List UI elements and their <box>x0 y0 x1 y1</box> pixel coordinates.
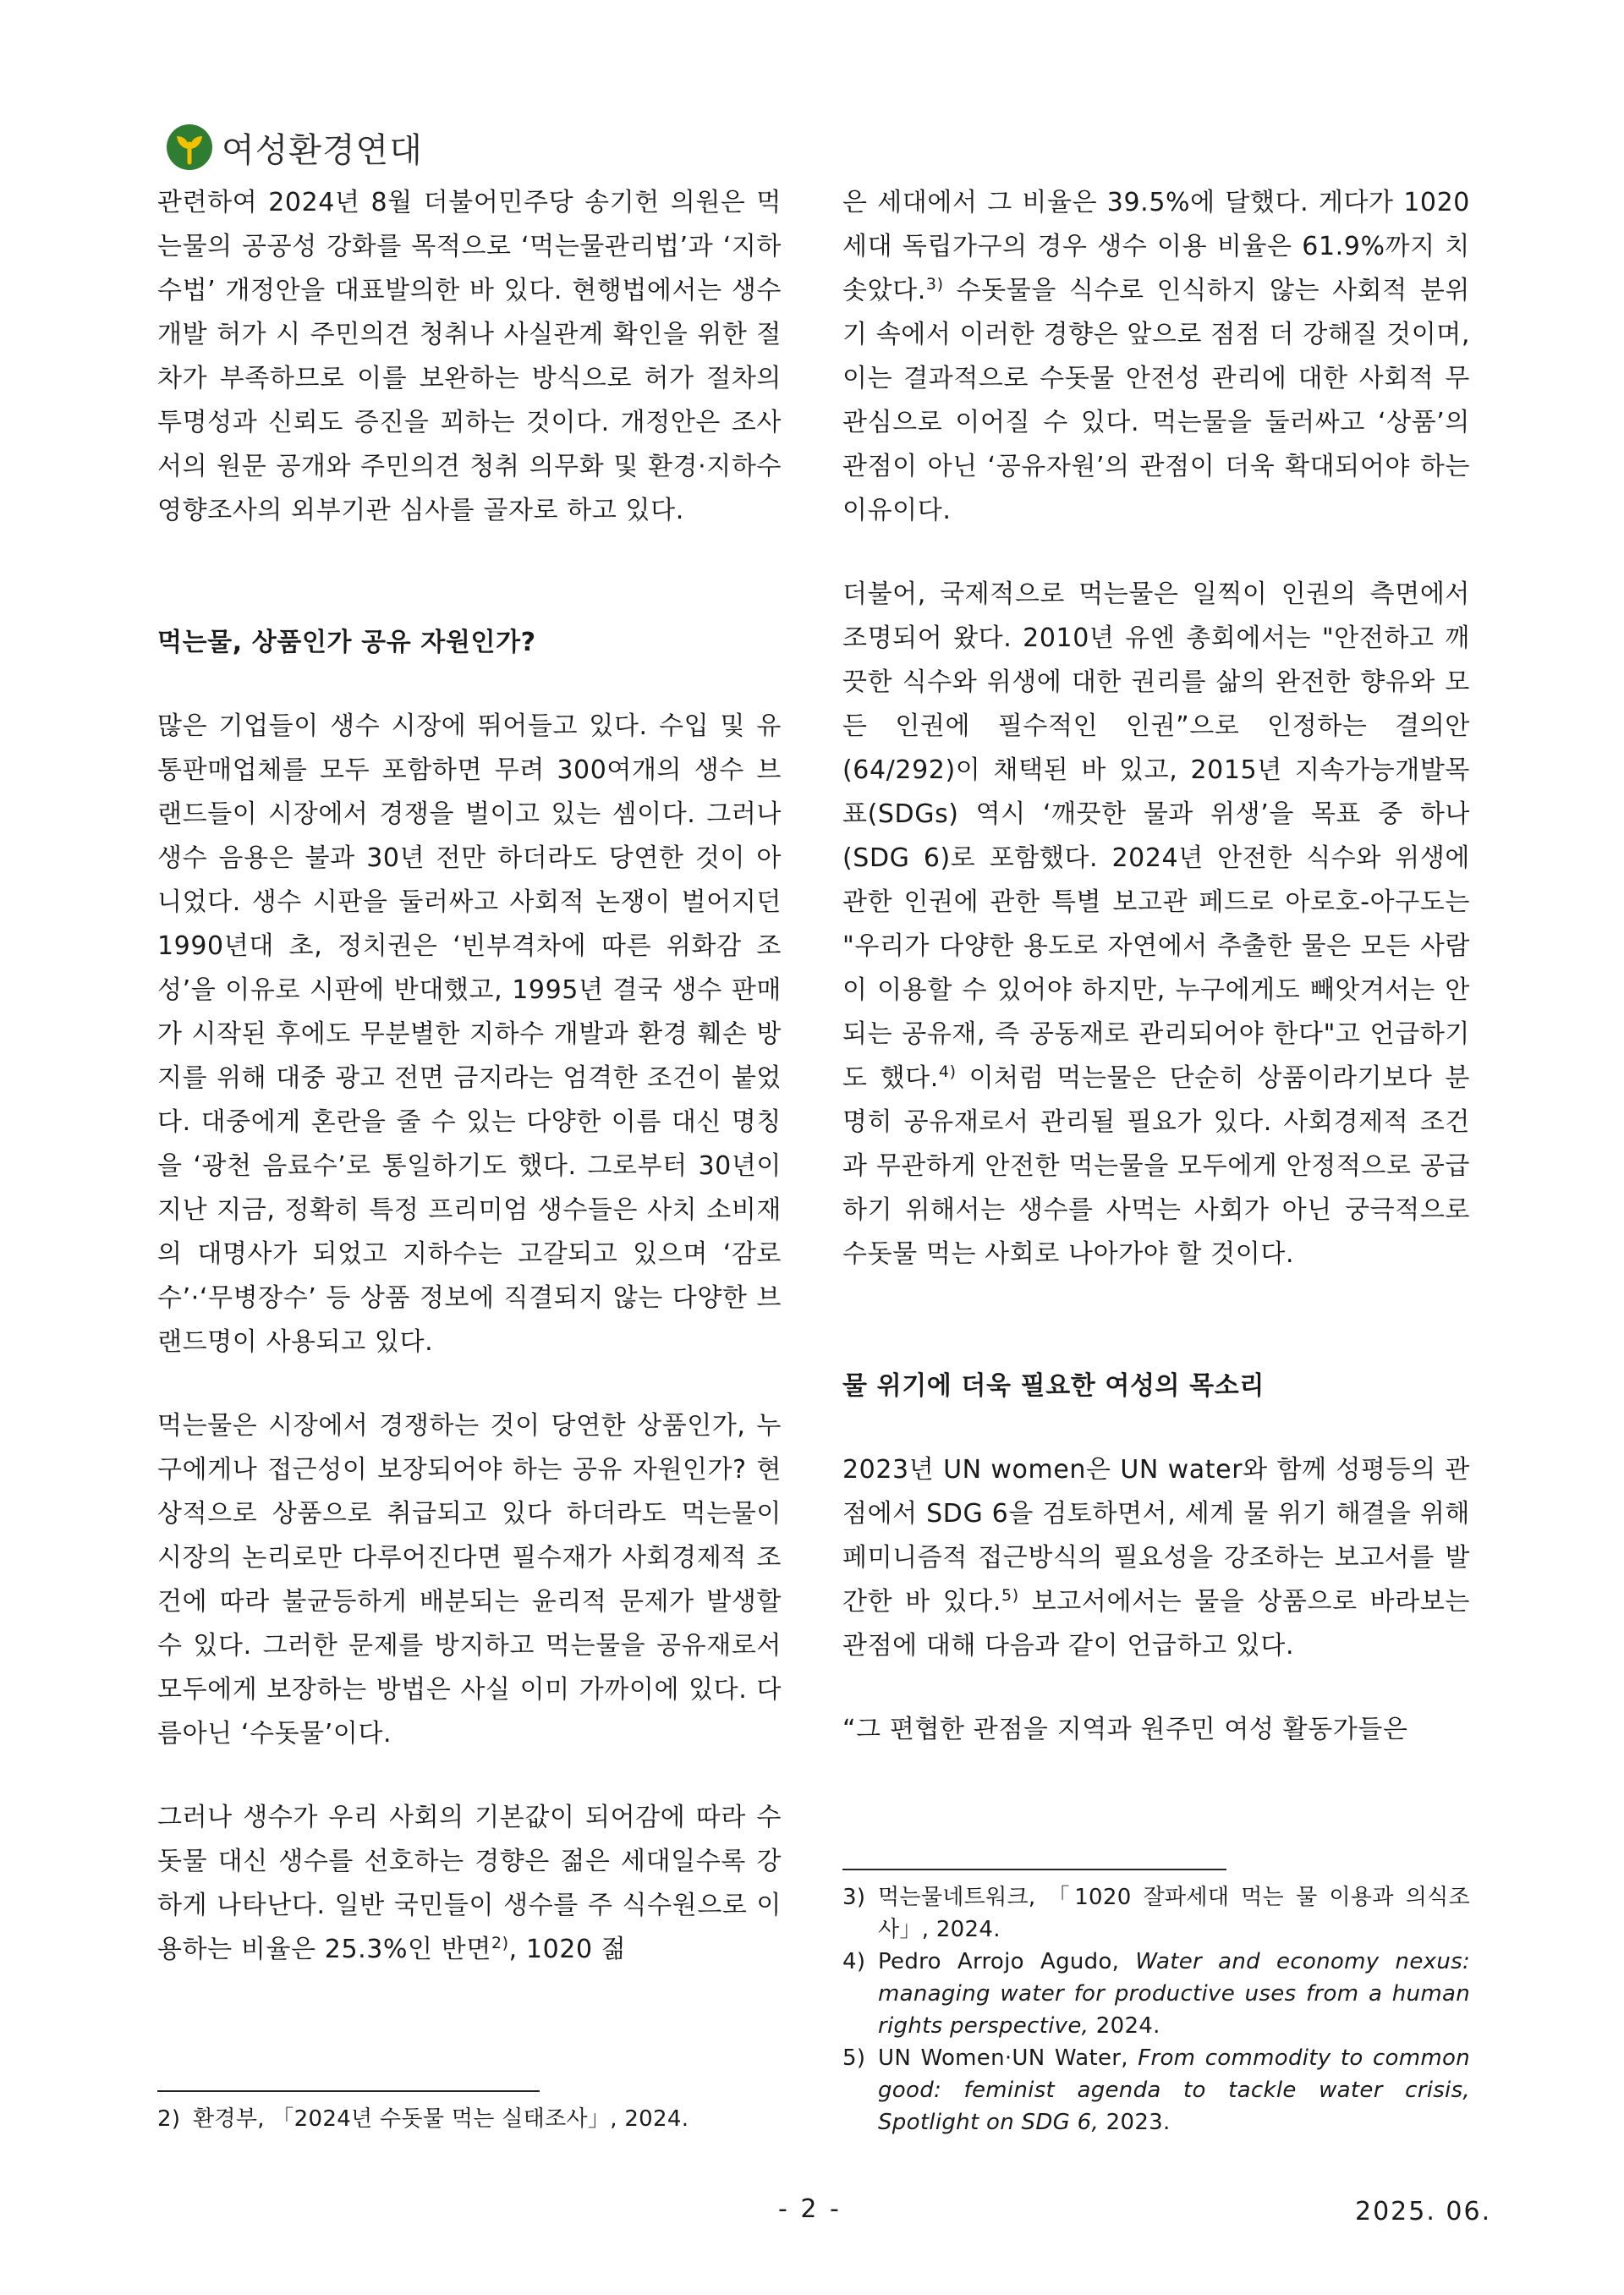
footnote-3 <box>842 1881 1470 1946</box>
footnote-text: 환경부, 「2024년 수돗물 먹는 실태조사」, 2024. <box>193 2106 689 2132</box>
footnote-ref-2[interactable]: 2) <box>491 1934 509 1952</box>
sprout-logo-icon <box>166 124 213 171</box>
right-paragraph-2 <box>842 573 1470 1277</box>
left-paragraph-4 <box>157 1796 782 1972</box>
right-paragraph-4: “그 편협한 관점을 지역과 원주민 여성 활동가들은 <box>842 1715 1408 1744</box>
footnote-text <box>878 2042 1470 2139</box>
footnote-5 <box>842 2042 1470 2139</box>
right-paragraph-3-tail: 보고서에서는 물을 상품으로 바라보는 관점에 대해 다음과 같이 언급하고 있다. <box>842 1587 1470 1661</box>
right-paragraph-2-tail: 이처럼 먹는물은 단순히 상품이라기보다 분명히 공유재로서 관리될 필요가 있다. 사회경제적 조건과 무관하게 안전한 먹는물을 모두에게 안정적으로 공급하기 위해서는 생수를 사먹는 사회가 아닌 궁극적으로 수돗물 먹는 사회로 나아가야 할 것이다. <box>842 1063 1470 1269</box>
footnote-author: UN Women·UN Water, <box>878 2045 1138 2071</box>
right-paragraph-1 <box>842 181 1470 533</box>
footnote-year: 2024. <box>1089 2013 1160 2039</box>
left-paragraph-1: 관련하여 2024년 8월 더불어민주당 송기헌 의원은 먹는물의 공공성 강화를 목적으로 ‘먹는물관리법’과 ‘지하수법’ 개정안을 대표발의한 바 있다. 현행법에서는 생수 개발 허가 시 주민의견 청취나 사실관계 확인을 위한 절차가 부족하므로 이를 보완하는 방식으로 허가 절차의 투명성과 신뢰도 증진을 꾀하는 것이다. 개정안은 조사서의 원문 공개와 주민의견 청취 의무화 및 환경·지하수영향조사의 외부기관 심사를 골자로 하고 있다. <box>157 188 782 525</box>
footnotes-right <box>842 1881 1470 2139</box>
footnote-number: 2) <box>157 2106 181 2132</box>
footnotes-left <box>157 2103 782 2135</box>
footnote-divider-left <box>157 2090 540 2092</box>
left-column <box>157 181 782 1972</box>
footnote-2 <box>157 2103 782 2135</box>
right-paragraph-3 <box>842 1448 1470 1668</box>
footnote-year: 2023. <box>1099 2110 1171 2135</box>
footnote-number: 3) <box>842 1885 866 1910</box>
footnote-ref-4[interactable]: 4) <box>938 1062 957 1081</box>
org-name: 여성환경연대 <box>222 130 423 170</box>
section-heading-women-voice: 물 위기에 더욱 필요한 여성의 목소리 <box>842 1371 1265 1401</box>
right-column <box>842 181 1470 1752</box>
publication-date: 2025. 06. <box>1355 2197 1492 2226</box>
right-paragraph-2-text: 더불어, 국제적으로 먹는물은 일찍이 인권의 측면에서 조명되어 왔다. 2010년 유엔 총회에서는 "안전하고 깨끗한 식수와 위생에 대한 권리를 삶의 완전한 향유와 모든 인권에 필수적인 인권”으로 인정하는 결의안(64/292)이 채택된 바 있고, 2015년 지속가능개발목표(SDGs) 역시 ‘깨끗한 물과 위생’을 목표 중 하나(SDG 6)로 포함했다. 2024년 안전한 식수와 위생에 관한 인권에 관한 특별 보고관 페드로 아로호-아구도는 "우리가 다양한 용도로 자연에서 추출한 물은 모든 사람이 이용할 수 있어야 하지만, 누구에게도 빼앗겨서는 안 되는 공유재, 즉 공동재로 관리되어야 한다"고 언급하기도 했다. <box>842 579 1470 1093</box>
left-paragraph-4-tail: , 1020 젊 <box>508 1935 627 1964</box>
right-paragraph-1-tail: 수돗물을 식수로 인식하지 않는 사회적 분위기 속에서 이러한 경향은 앞으로 점점 더 강해질 것이며, 이는 결과적으로 수돗물 안전성 관리에 대한 사회적 무관심으로 이어질 수 있다. 먹는물을 둘러싸고 ‘상품’의 관점이 아닌 ‘공유자원’의 관점이 더욱 확대되어야 하는 이유이다. <box>842 276 1470 525</box>
left-paragraph-2: 많은 기업들이 생수 시장에 뛰어들고 있다. 수입 및 유통판매업체를 모두 포함하면 무려 300여개의 생수 브랜드들이 시장에서 경쟁을 벌이고 있는 셈이다. 그러나 생수 음용은 불과 30년 전만 하더라도 당연한 것이 아니었다. 생수 시판을 둘러싸고 사회적 논쟁이 벌어지던 1990년대 초, 정치권은 ‘빈부격차에 따른 위화감 조성’을 이유로 시판에 반대했고, 1995년 결국 생수 판매가 시작된 후에도 무분별한 지하수 개발과 환경 훼손 방지를 위해 대중 광고 전면 금지라는 엄격한 조건이 붙었다. 대중에게 혼란을 줄 수 있는 다양한 이름 대신 명칭을 ‘광천 음료수’로 통일하기도 했다. 그로부터 30년이 지난 지금, 정확히 특정 프리미엄 생수들은 사치 소비재의 대명사가 되었고 지하수는 고갈되고 있으며 ‘감로수’·‘무병장수’ 등 상품 정보에 직결되지 않는 다양한 브랜드명이 사용되고 있다. <box>157 711 782 1357</box>
footnote-title: From commodity to common good: feminist agenda to tackle water crisis, Spotlight on SDG 6, <box>878 2045 1470 2135</box>
section-heading-commodity: 먹는물, 상품인가 공유 자원인가? <box>157 628 536 657</box>
footnote-text <box>878 1946 1470 2042</box>
footnote-title: Water and economy nexus: managing water for productive uses from a human rights perspective, <box>878 1949 1470 2039</box>
header <box>166 120 423 174</box>
footnote-divider-right <box>842 1869 1226 1870</box>
page-number: - 2 - <box>778 2194 842 2224</box>
footnote-number: 4) <box>842 1949 866 1974</box>
footnote-author: Pedro Arrojo Agudo, <box>878 1949 1136 1974</box>
footnote-text: 먹는물네트워크, 「1020 잘파세대 먹는 물 이용과 의식조사」, 2024. <box>878 1885 1470 1942</box>
right-paragraph-3-text: 2023년 UN women은 UN water와 함께 성평등의 관점에서 SDG 6을 검토하면서, 세계 물 위기 해결을 위해 페미니즘적 접근방식의 필요성을 강조하는 보고서를 발간한 바 있다. <box>842 1455 1470 1617</box>
left-paragraph-4-text: 그러나 생수가 우리 사회의 기본값이 되어감에 따라 수돗물 대신 생수를 선호하는 경향은 젊은 세대일수록 강하게 나타난다. 일반 국민들이 생수를 주 식수원으로 이용하는 비율은 25.3%인 반면 <box>157 1803 782 1964</box>
left-paragraph-3: 먹는물은 시장에서 경쟁하는 것이 당연한 상품인가, 누구에게나 접근성이 보장되어야 하는 공유 자원인가? 현상적으로 상품으로 취급되고 있다 하더라도 먹는물이 시장의 논리로만 다루어진다면 필수재가 사회경제적 조건에 따라 불균등하게 배분되는 윤리적 문제가 발생할 수 있다. 그러한 문제를 방지하고 먹는물을 공유재로서 모두에게 보장하는 방법은 사실 이미 가까이에 있다. 다름아닌 ‘수돗물’이다. <box>157 1411 782 1749</box>
footnote-ref-5[interactable]: 5) <box>1001 1586 1019 1605</box>
right-paragraph-1-text: 은 세대에서 그 비율은 39.5%에 달했다. 게다가 1020세대 독립가구의 경우 생수 이용 비율은 61.9%까지 치솟았다. <box>842 188 1470 305</box>
footnote-ref-3[interactable]: 3) <box>925 275 944 294</box>
footnote-number: 5) <box>842 2045 866 2071</box>
footnote-4 <box>842 1946 1470 2042</box>
